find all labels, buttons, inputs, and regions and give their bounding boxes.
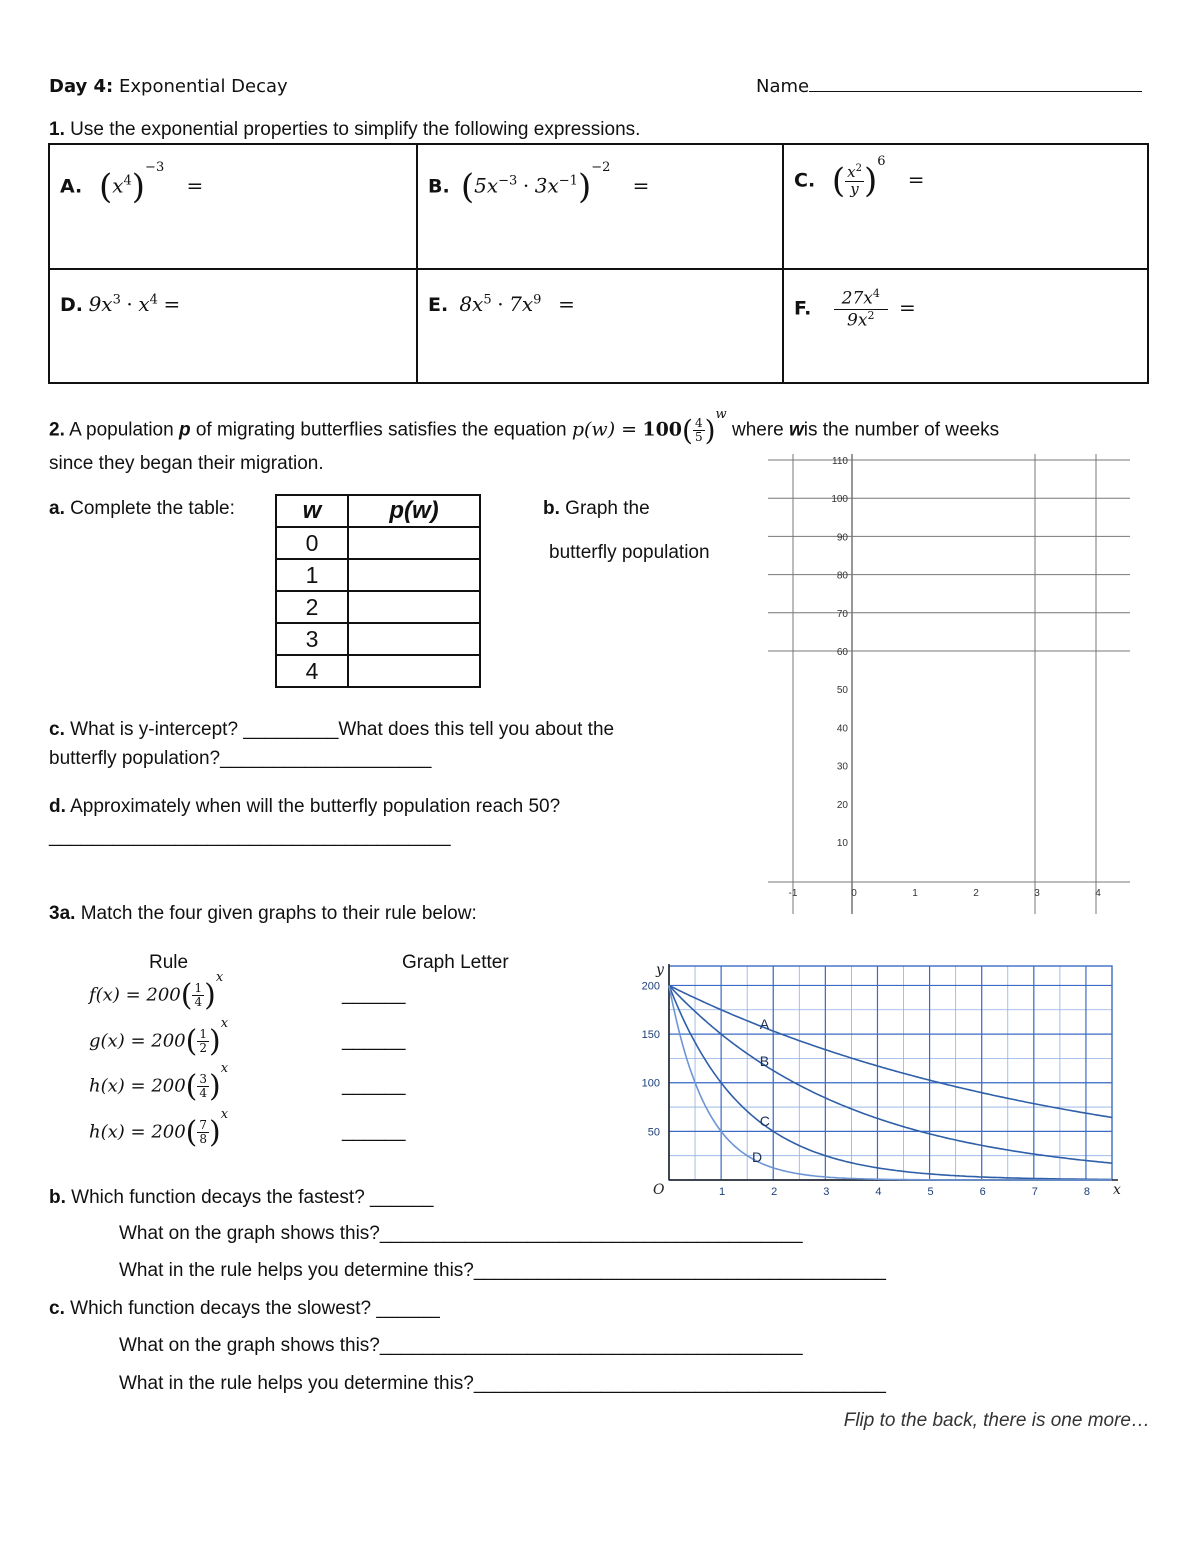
a-inner-exp: 4	[123, 173, 132, 189]
y-tick-label: 30	[836, 761, 848, 773]
y-tick-label: 90	[836, 532, 848, 544]
topic-label: Exponential Decay	[119, 76, 288, 97]
rule-row: h(x) = 200( $\frac{7}{8}$ )$^x$	[89, 1107, 229, 1150]
b-dot: ·	[522, 173, 530, 198]
decay-chart	[640, 958, 1120, 1203]
q2b-prompt	[543, 498, 650, 520]
y-tick-label: 150	[641, 1029, 660, 1042]
y-tick-label: 80	[836, 570, 848, 582]
rule-den: 8	[199, 1132, 208, 1146]
y-tick-label: 40	[836, 723, 848, 735]
q2b-text1: Graph the	[565, 498, 650, 519]
origin-label: O	[653, 1182, 665, 1198]
q2d-text: Approximately when will the butterfly population reach 50?	[70, 796, 561, 817]
q3a-label: 3a.	[49, 903, 76, 924]
w-cell: 2	[276, 591, 348, 623]
q2-eq-exp: w	[715, 407, 727, 423]
d-exp1: 3	[112, 292, 121, 308]
q2a-prompt	[49, 498, 235, 520]
x-tick-label: 2	[771, 1186, 778, 1198]
rule-row: h(x) = 200( $\frac{3}{4}$ )$^x$	[89, 1061, 229, 1104]
q1-prompt	[49, 119, 640, 141]
q2b-label: b.	[543, 498, 560, 519]
y-tick-label: 60	[836, 647, 848, 658]
q2-eq-num: 4	[694, 416, 703, 431]
w-cell: 3	[276, 623, 348, 655]
pw-answer-cell[interactable]	[348, 655, 480, 687]
x-tick-label: -1	[788, 888, 798, 899]
worksheet-title	[49, 76, 288, 97]
x-tick-label: 5	[927, 1186, 934, 1198]
rule-row: f(x) = 200( $\frac{1}{4}$ )$^x$	[89, 970, 224, 1013]
flip-note: Flip to the back, there is one more…	[843, 1410, 1150, 1431]
f-den: 9x	[847, 310, 868, 331]
q2-text3: where	[731, 419, 784, 441]
rule-exp: x	[220, 1061, 229, 1077]
col-header-pw: p(w)	[348, 495, 480, 527]
q2-prompt: 2. A population p of migrating butterflies satisfies the equation p(w) = 100( $\frac{4}{5}$ )$^w$ where wis the number of weeks	[49, 407, 1000, 447]
rule-num: 3	[199, 1072, 208, 1087]
c-outer-exp: 6	[877, 153, 886, 169]
rule-num: 1	[194, 981, 203, 996]
w-cell: 1	[276, 559, 348, 591]
y-tick-label: 100	[641, 1077, 660, 1090]
cell-c[interactable]: C. ( $\frac{x^2}{y}$ )$^6$ =	[783, 144, 1148, 269]
name-field[interactable]	[756, 76, 1142, 97]
q2a-text: Complete the table:	[70, 498, 235, 519]
series-line-b	[669, 986, 1112, 1164]
series-label-c: C	[759, 1113, 770, 1130]
series-label-d: D	[751, 1149, 763, 1166]
graph-letter-blank[interactable]: ______	[342, 1121, 406, 1142]
d-term1: 9x	[88, 292, 113, 316]
rule-den: 4	[199, 1086, 208, 1100]
series-label-a: A	[759, 1016, 770, 1033]
rule-exp: x	[220, 1107, 229, 1123]
name-line[interactable]	[809, 91, 1142, 92]
q2c-label: c.	[49, 719, 65, 740]
q3a-prompt	[49, 903, 477, 925]
rule-exp: x	[220, 1016, 229, 1032]
w-cell: 4	[276, 655, 348, 687]
rule-num: 1	[199, 1027, 207, 1042]
rule-name: f(x) = 200	[89, 984, 181, 1006]
cell-d[interactable]	[49, 269, 417, 383]
cell-e[interactable]	[417, 269, 783, 383]
q2-var-w: w	[789, 419, 804, 441]
q3c-graph-question[interactable]: What on the graph shows this?________________________________________	[119, 1335, 803, 1356]
e-exp1: 5	[483, 292, 492, 308]
x-tick-label: 2	[973, 888, 979, 899]
y-tick-label: 20	[836, 799, 848, 811]
c-den: y	[850, 180, 859, 198]
graph-letter-blank[interactable]: ______	[342, 1030, 406, 1051]
q2-eq-coef: 100	[642, 418, 683, 441]
x-tick-label: 0	[851, 888, 857, 899]
x-tick-label: 3	[823, 1186, 830, 1198]
rule-den: 4	[194, 995, 203, 1009]
butterfly-table	[275, 494, 481, 688]
q2a-label: a.	[49, 498, 65, 519]
c-equals: =	[907, 167, 925, 192]
d-term2: x	[138, 292, 150, 316]
series-line-a	[669, 986, 1112, 1118]
q1-expression-table	[48, 143, 1149, 384]
x-tick-label: 7	[1031, 1186, 1038, 1198]
e-term2: 7x	[509, 292, 534, 316]
rule-den: 2	[199, 1041, 207, 1055]
x-tick-label: 6	[979, 1186, 986, 1198]
x-axis-label: x	[1113, 1182, 1121, 1198]
y-tick-label: 200	[641, 980, 660, 993]
a-equals: =	[186, 173, 204, 198]
b-equals: =	[632, 173, 650, 198]
q2-eq-lhs: p(w) =	[571, 418, 638, 441]
series-label-b: B	[759, 1053, 770, 1070]
q3c-prompt	[49, 1298, 440, 1320]
pw-answer-cell[interactable]	[348, 527, 480, 559]
cell-a[interactable]: A. $(x^4)^{-3}$ =	[49, 144, 417, 269]
c-num: x	[847, 163, 856, 182]
q2-number: 2.	[49, 419, 65, 441]
rule-name: g(x) = 200	[89, 1030, 186, 1052]
graph-letter-blank[interactable]: ______	[342, 984, 406, 1005]
y-axis-label: y	[656, 962, 664, 978]
cell-b[interactable]: B. $(5x^{-3} \cdot 3x^{-1})^{-2}$ =	[417, 144, 783, 269]
y-tick-label: 50	[836, 685, 848, 697]
b-term1: 5x	[474, 173, 499, 198]
b-outer-exp: −2	[591, 159, 611, 175]
q3a-text: Match the four given graphs to their rule below:	[80, 903, 477, 924]
y-tick-label: 100	[831, 494, 848, 506]
rule-num: 7	[199, 1118, 208, 1133]
y-tick-label: 110	[832, 456, 848, 467]
day-label: Day 4:	[49, 76, 114, 97]
e-dot: ·	[497, 292, 504, 316]
chart-frame	[669, 966, 1112, 1180]
col-header-w: w	[276, 495, 348, 527]
q2b-text2: butterfly population	[549, 542, 710, 563]
q2-eq-den: 5	[694, 430, 703, 444]
x-tick-label: 3	[1034, 888, 1040, 899]
w-cell: 0	[276, 527, 348, 559]
q3b-graph-question[interactable]: What on the graph shows this?________________________________________	[119, 1223, 803, 1244]
x-tick-label: 1	[912, 888, 918, 899]
q3b-prompt	[49, 1187, 433, 1209]
rule-exp: x	[215, 970, 224, 986]
b-exp2: −1	[558, 173, 578, 189]
q2-var-p: p	[178, 419, 191, 441]
label-c: C.	[794, 169, 816, 192]
q1-text: Use the exponential properties to simplify the following expressions.	[70, 119, 641, 140]
q3b-label: b.	[49, 1187, 66, 1208]
q2-text1: A population	[69, 419, 174, 441]
label-a: A.	[60, 175, 83, 198]
d-equals: =	[163, 292, 181, 316]
q3c-label: c.	[49, 1298, 65, 1319]
pw-answer-cell[interactable]	[348, 559, 480, 591]
q2-text5: since they began their migration.	[49, 453, 324, 474]
pw-answer-cell[interactable]	[348, 623, 480, 655]
b-exp1: −3	[498, 173, 518, 189]
q2d-label: d.	[49, 796, 66, 817]
pw-answer-cell[interactable]	[348, 591, 480, 623]
d-dot: ·	[126, 292, 133, 316]
y-tick-label: 50	[647, 1126, 660, 1139]
e-equals: =	[558, 292, 575, 316]
q3c-text[interactable]: Which function decays the slowest? ______	[70, 1298, 440, 1319]
q2-text2: of migrating butterflies satisfies the equation	[195, 419, 567, 441]
graph-letter-blank[interactable]: ______	[342, 1075, 406, 1096]
label-f: F.	[794, 297, 812, 320]
label-d: D.	[60, 294, 83, 316]
a-outer-exp: −3	[145, 159, 165, 175]
rule-name: h(x) = 200	[89, 1121, 186, 1143]
q1-number: 1.	[49, 119, 65, 140]
population-grid[interactable]	[760, 450, 1140, 920]
rule-row: g(x) = 200( $\frac{1}{2}$ )$^x$	[89, 1016, 229, 1059]
rule-name: h(x) = 200	[89, 1075, 186, 1097]
c-num-exp: 2	[855, 163, 862, 175]
x-tick-label: 4	[875, 1186, 882, 1198]
name-label: Name	[756, 76, 810, 97]
q2c-text1[interactable]: What is y-intercept? _________What does this tell you about the	[70, 719, 615, 740]
x-tick-label: 4	[1095, 888, 1101, 899]
q2d-answer-line[interactable]: ______________________________________	[49, 826, 451, 847]
f-num: 27x	[841, 288, 873, 309]
label-b: B.	[428, 175, 450, 198]
a-base: x	[112, 173, 124, 198]
f-num-exp: 4	[872, 287, 880, 300]
f-equals: =	[899, 295, 916, 320]
q2c-prompt	[49, 719, 614, 741]
y-tick-label: 10	[836, 838, 848, 849]
q2c-text2[interactable]: butterfly population?____________________	[49, 748, 432, 769]
x-tick-label: 8	[1083, 1186, 1091, 1198]
label-e: E.	[428, 294, 449, 316]
cell-f[interactable]	[783, 269, 1148, 383]
q2d-prompt	[49, 796, 560, 818]
e-exp2: 9	[533, 292, 542, 308]
q3b-rule-question[interactable]: What in the rule helps you determine this?_______________________________________	[119, 1260, 886, 1281]
d-exp2: 4	[149, 292, 158, 308]
q2-text4: is the number of weeks	[803, 419, 1000, 441]
b-term2: 3x	[534, 173, 559, 198]
q3b-text[interactable]: Which function decays the fastest? ______	[71, 1187, 434, 1208]
x-tick-label: 1	[719, 1186, 726, 1198]
y-tick-label: 70	[836, 608, 848, 620]
q3c-rule-question[interactable]: What in the rule helps you determine this?_______________________________________	[119, 1373, 886, 1394]
f-den-exp: 2	[867, 308, 875, 322]
letter-column-header: Graph Letter	[402, 952, 509, 973]
e-term1: 8x	[459, 292, 484, 316]
rule-column-header: Rule	[149, 952, 189, 973]
